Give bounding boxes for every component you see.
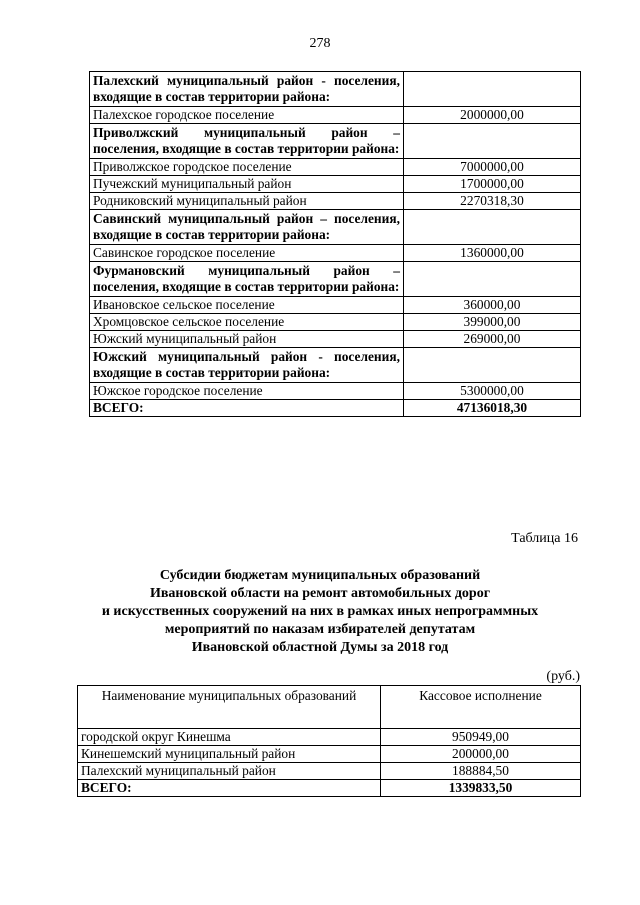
title-line: Субсидии бюджетам муниципальных образований xyxy=(159,568,481,583)
settlement-name: Палехское городское поселение xyxy=(90,107,404,124)
road-repair-subsidy-table xyxy=(77,685,581,797)
district-value-cell xyxy=(403,72,580,107)
total-row xyxy=(78,780,581,797)
district-value-cell xyxy=(403,262,580,297)
settlement-name: Южское городское поселение xyxy=(90,383,404,400)
district-name: Приволжский муниципальный район – поселения, входящие в состав территории района: xyxy=(90,124,404,159)
municipality-name: Кинешемский муниципальный район xyxy=(78,746,381,763)
municipality-name: городской округ Кинешма xyxy=(78,729,381,746)
total-row xyxy=(90,400,581,417)
column-header-municipality: Наименование муниципальных образований xyxy=(78,686,381,729)
district-row xyxy=(90,262,581,297)
table-row xyxy=(90,297,581,314)
settlement-name: Хромцовское сельское поселение xyxy=(90,314,404,331)
table-row xyxy=(90,245,581,262)
municipality-name: Палехский муниципальный район xyxy=(78,763,381,780)
district-name: Савинский муниципальный район – поселения, входящие в состав территории района: xyxy=(90,210,404,245)
settlement-name: Ивановское сельское поселение xyxy=(90,297,404,314)
district-name: Палехский муниципальный район - поселения, входящие в состав территории района: xyxy=(90,72,404,107)
title-line: мероприятий по наказам избирателей депутатам xyxy=(164,622,476,637)
table-number-label: Таблица 16 xyxy=(511,531,578,546)
settlement-amount: 1360000,00 xyxy=(403,245,580,262)
district-value-cell xyxy=(403,124,580,159)
municipality-amount: 950949,00 xyxy=(381,729,581,746)
total-label: ВСЕГО: xyxy=(78,780,381,797)
table-row xyxy=(90,107,581,124)
table-title xyxy=(60,567,580,657)
settlement-name: Пучежский муниципальный район xyxy=(90,176,404,193)
settlement-amount: 2270318,30 xyxy=(403,193,580,210)
settlement-amount: 7000000,00 xyxy=(403,159,580,176)
page-number: 278 xyxy=(309,36,331,51)
title-line: и искусственных сооружений на них в рамках иных непрограммных xyxy=(101,604,539,619)
subsidy-table-continued xyxy=(89,71,581,417)
settlement-amount: 399000,00 xyxy=(403,314,580,331)
title-line: Ивановской областной Думы за 2018 год xyxy=(191,640,449,655)
total-label: ВСЕГО: xyxy=(90,400,404,417)
district-name: Фурмановский муниципальный район – поселения, входящие в состав территории района: xyxy=(90,262,404,297)
settlement-amount: 2000000,00 xyxy=(403,107,580,124)
unit-label: (руб.) xyxy=(546,669,580,684)
municipality-amount: 188884,50 xyxy=(381,763,581,780)
district-value-cell xyxy=(403,210,580,245)
settlement-amount: 360000,00 xyxy=(403,297,580,314)
settlement-amount: 5300000,00 xyxy=(403,383,580,400)
settlement-name: Савинское городское поселение xyxy=(90,245,404,262)
header-row xyxy=(78,686,581,729)
settlement-amount: 1700000,00 xyxy=(403,176,580,193)
settlement-name: Приволжское городское поселение xyxy=(90,159,404,176)
settlement-name: Родниковский муниципальный район xyxy=(90,193,404,210)
table-row xyxy=(78,746,581,763)
table-row xyxy=(90,193,581,210)
total-amount: 47136018,30 xyxy=(403,400,580,417)
table-row xyxy=(78,729,581,746)
column-header-cash-execution: Кассовое исполнение xyxy=(381,686,581,729)
table-row xyxy=(90,383,581,400)
district-value-cell xyxy=(403,348,580,383)
district-row xyxy=(90,348,581,383)
district-row xyxy=(90,72,581,107)
settlement-amount: 269000,00 xyxy=(403,331,580,348)
table-row xyxy=(90,159,581,176)
settlement-name: Южский муниципальный район xyxy=(90,331,404,348)
district-name: Южский муниципальный район - поселения, входящие в состав территории района: xyxy=(90,348,404,383)
table-row xyxy=(78,763,581,780)
total-amount: 1339833,50 xyxy=(381,780,581,797)
table-row xyxy=(90,314,581,331)
table-row xyxy=(90,176,581,193)
district-row xyxy=(90,124,581,159)
municipality-amount: 200000,00 xyxy=(381,746,581,763)
table-row xyxy=(90,331,581,348)
district-row xyxy=(90,210,581,245)
title-line: Ивановской области на ремонт автомобильных дорог xyxy=(149,586,491,601)
